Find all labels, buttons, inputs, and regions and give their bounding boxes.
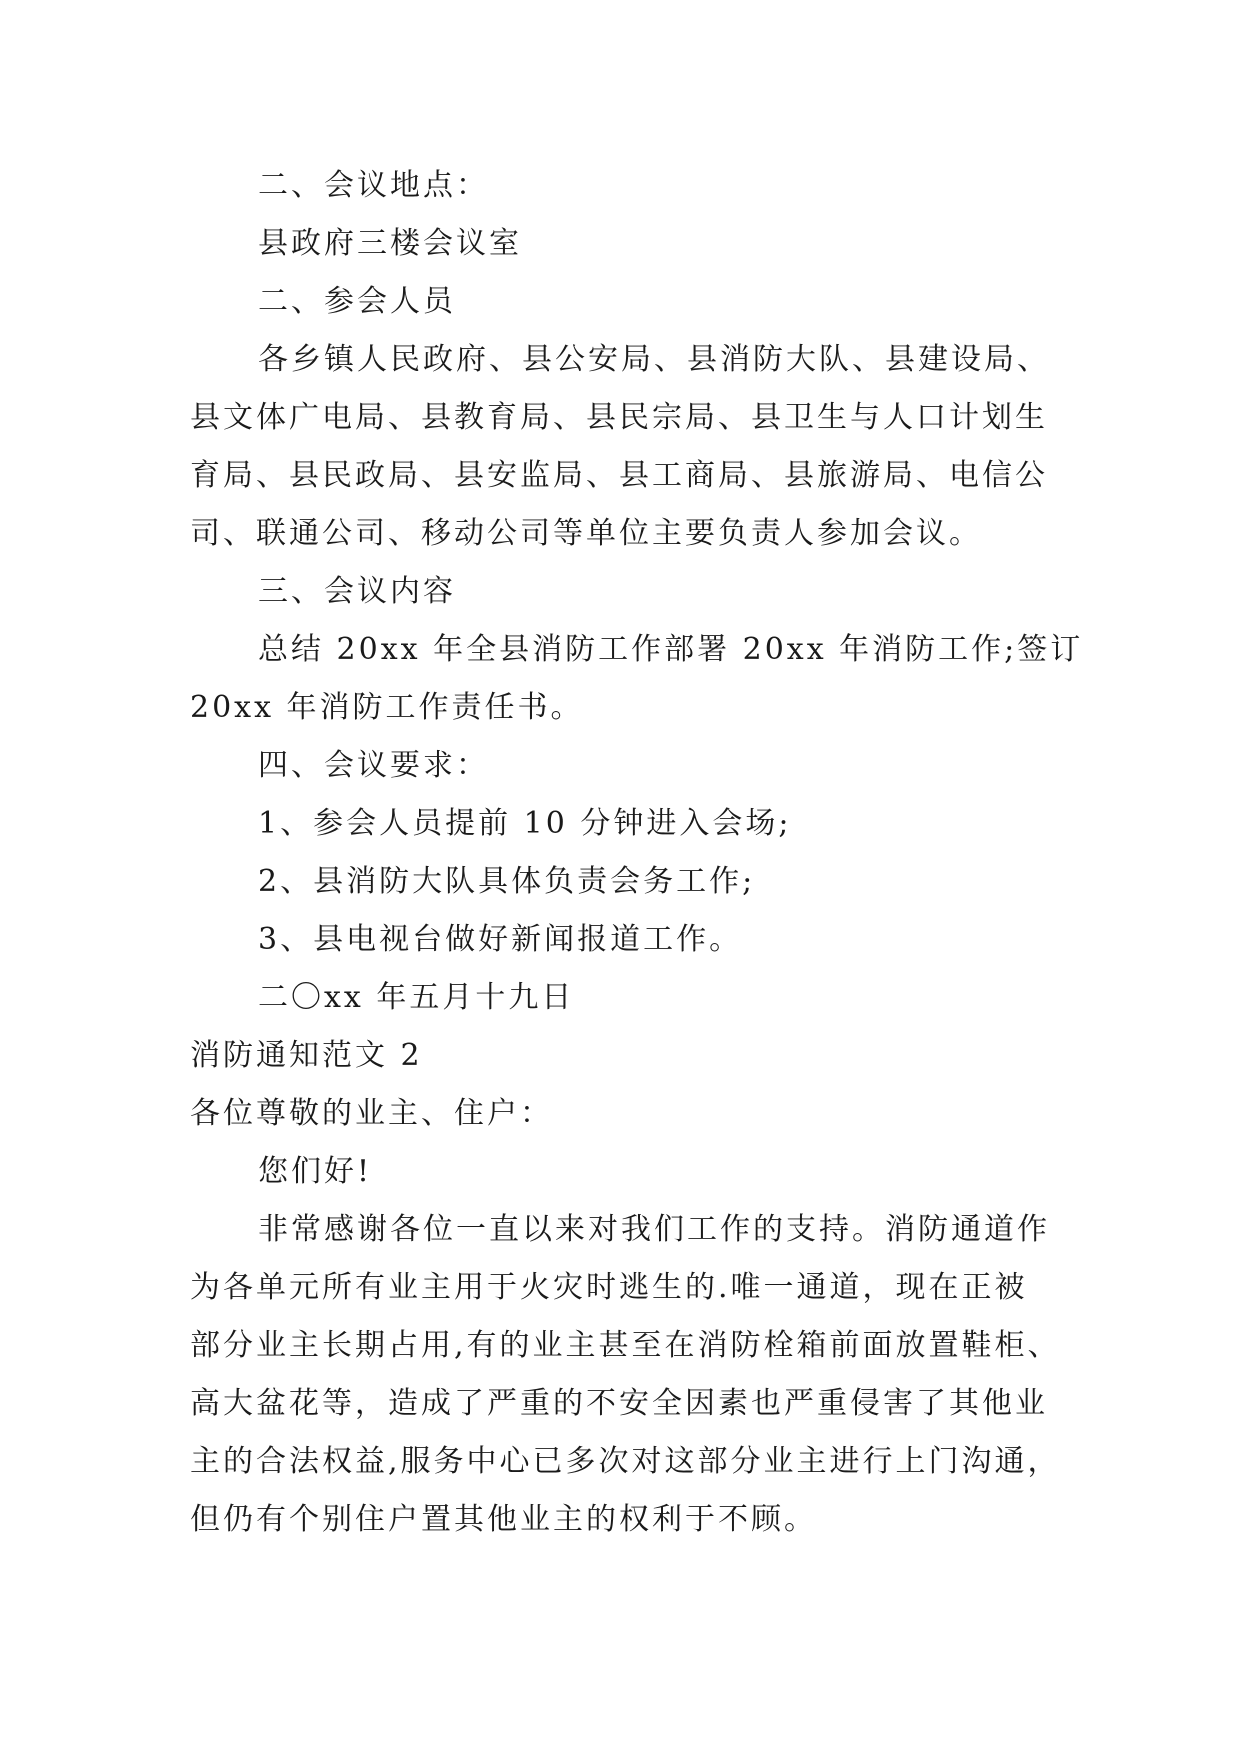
paragraph-line: 非常感谢各位一直以来对我们工作的支持。消防通道作 [258, 1212, 1050, 1247]
paragraph-line: 部分业主长期占用,有的业主甚至在消防栓箱前面放置鞋柜、 [190, 1328, 1061, 1363]
paragraph-line: 但仍有个别住户置其他业主的权利于不顾。 [190, 1502, 817, 1537]
salutation: 各位尊敬的业主、住户： [190, 1096, 553, 1131]
venue-text: 县政府三楼会议室 [258, 226, 522, 261]
paragraph-line: 总结 20xx 年全县消防工作部署 20xx 年消防工作;签订 [258, 632, 1084, 667]
paragraph-line: 20xx 年消防工作责任书。 [190, 690, 584, 725]
greeting: 您们好! [258, 1154, 373, 1189]
list-item: 1、参会人员提前 10 分钟进入会场; [258, 806, 792, 841]
section-heading-content: 三、会议内容 [258, 574, 456, 609]
section-heading-requirements: 四、会议要求： [258, 748, 489, 783]
list-item: 2、县消防大队具体负责会务工作; [258, 864, 756, 899]
section-heading-venue: 二、会议地点： [258, 168, 489, 203]
paragraph-line: 高大盆花等，造成了严重的不安全因素也严重侵害了其他业 [190, 1386, 1048, 1421]
paragraph-line: 为各单元所有业主用于火灾时逃生的.唯一通道，现在正被 [190, 1270, 1028, 1305]
document-title: 消防通知范文 2 [190, 1038, 423, 1073]
section-heading-attendees: 二、参会人员 [258, 284, 456, 319]
date-line: 二〇xx 年五月十九日 [258, 980, 575, 1015]
list-item: 3、县电视台做好新闻报道工作。 [258, 922, 743, 957]
paragraph-line: 各乡镇人民政府、县公安局、县消防大队、县建设局、 [258, 342, 1050, 377]
paragraph-line: 育局、县民政局、县安监局、县工商局、县旅游局、电信公 [190, 458, 1048, 493]
paragraph-line: 司、联通公司、移动公司等单位主要负责人参加会议。 [190, 516, 982, 551]
paragraph-line: 主的合法权益,服务中心已多次对这部分业主进行上门沟通， [190, 1444, 1061, 1479]
paragraph-line: 县文体广电局、县教育局、县民宗局、县卫生与人口计划生 [190, 400, 1048, 435]
